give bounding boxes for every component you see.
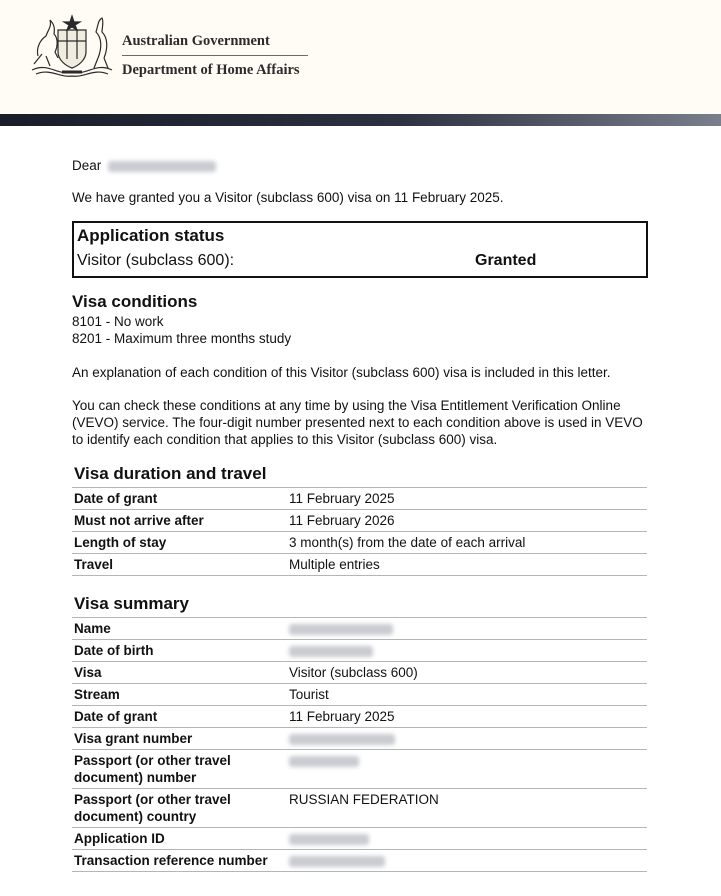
header-band <box>0 114 721 126</box>
visa-conditions-heading: Visa conditions <box>72 292 198 311</box>
table-row <box>72 684 647 706</box>
row-value: Visitor (subclass 600) <box>285 662 647 684</box>
row-label: Transaction reference number <box>72 850 285 872</box>
government-name: Australian Government <box>122 33 308 56</box>
row-label: Name <box>72 618 285 640</box>
status-box-title: Application status <box>77 226 225 245</box>
coat-of-arms-icon <box>28 14 116 80</box>
row-value: RUSSIAN FEDERATION <box>285 789 647 828</box>
row-value: Tourist <box>285 684 647 706</box>
redacted-date-of-birth <box>289 646 373 657</box>
row-value <box>285 850 647 872</box>
redacted-application-id <box>289 834 369 845</box>
row-value <box>285 618 647 640</box>
table-row <box>72 706 647 728</box>
table-row <box>72 728 647 750</box>
vevo-paragraph: You can check these conditions at any time by using the Visa Entitlement Verification Online (VEVO) service. The four-digit number presented next to each condition above is used in VEVO to identify each condition that applies to this Visitor (subclass 600) visa. <box>72 398 643 447</box>
redacted-passport-number <box>289 756 359 767</box>
table-row <box>72 618 647 640</box>
row-value: 11 February 2026 <box>285 510 647 532</box>
row-value <box>285 640 647 662</box>
row-label: Date of grant <box>72 706 285 728</box>
row-value: 11 February 2025 <box>285 488 647 510</box>
row-label: Passport (or other travel document) country <box>72 789 285 828</box>
visa-summary-table <box>72 617 647 872</box>
redacted-recipient-name <box>108 161 216 172</box>
row-value <box>285 728 647 750</box>
table-row <box>72 662 647 684</box>
salutation <box>72 158 216 173</box>
visa-duration-table <box>72 487 647 576</box>
table-row <box>72 750 647 789</box>
visa-summary-heading: Visa summary <box>74 594 189 613</box>
application-status-box <box>72 221 648 278</box>
row-value <box>285 828 647 850</box>
table-row <box>72 554 647 576</box>
condition-item: 8101 - No work <box>72 314 164 329</box>
row-label: Length of stay <box>72 532 285 554</box>
salutation-text: Dear <box>72 158 102 173</box>
table-row <box>72 532 647 554</box>
status-visa-label: Visitor (subclass 600): <box>77 252 235 269</box>
table-row <box>72 510 647 532</box>
visa-duration-heading: Visa duration and travel <box>74 464 267 483</box>
row-value: Multiple entries <box>285 554 647 576</box>
status-value: Granted <box>475 252 537 269</box>
row-label: Application ID <box>72 828 285 850</box>
row-label: Travel <box>72 554 285 576</box>
table-row <box>72 488 647 510</box>
table-row <box>72 850 647 872</box>
row-label: Visa <box>72 662 285 684</box>
row-value: 11 February 2025 <box>285 706 647 728</box>
row-label: Must not arrive after <box>72 510 285 532</box>
grant-statement: We have granted you a Visitor (subclass 600) visa on 11 February 2025. <box>72 190 504 205</box>
table-row <box>72 640 647 662</box>
row-label: Visa grant number <box>72 728 285 750</box>
department-name: Department of Home Affairs <box>122 62 300 78</box>
conditions-explanation: An explanation of each condition of this Visitor (subclass 600) visa is included in this letter. <box>72 365 611 380</box>
row-label: Date of grant <box>72 488 285 510</box>
row-value: 3 month(s) from the date of each arrival <box>285 532 647 554</box>
row-label: Stream <box>72 684 285 706</box>
letterhead <box>0 0 721 114</box>
redacted-transaction-reference <box>289 856 385 867</box>
table-row <box>72 789 647 828</box>
government-wordmark <box>122 33 308 79</box>
redacted-grant-number <box>289 734 395 745</box>
row-value <box>285 750 647 789</box>
redacted-name <box>289 624 393 635</box>
table-row <box>72 828 647 850</box>
row-label: Date of birth <box>72 640 285 662</box>
condition-item: 8201 - Maximum three months study <box>72 331 292 346</box>
row-label: Passport (or other travel document) number <box>72 750 285 789</box>
